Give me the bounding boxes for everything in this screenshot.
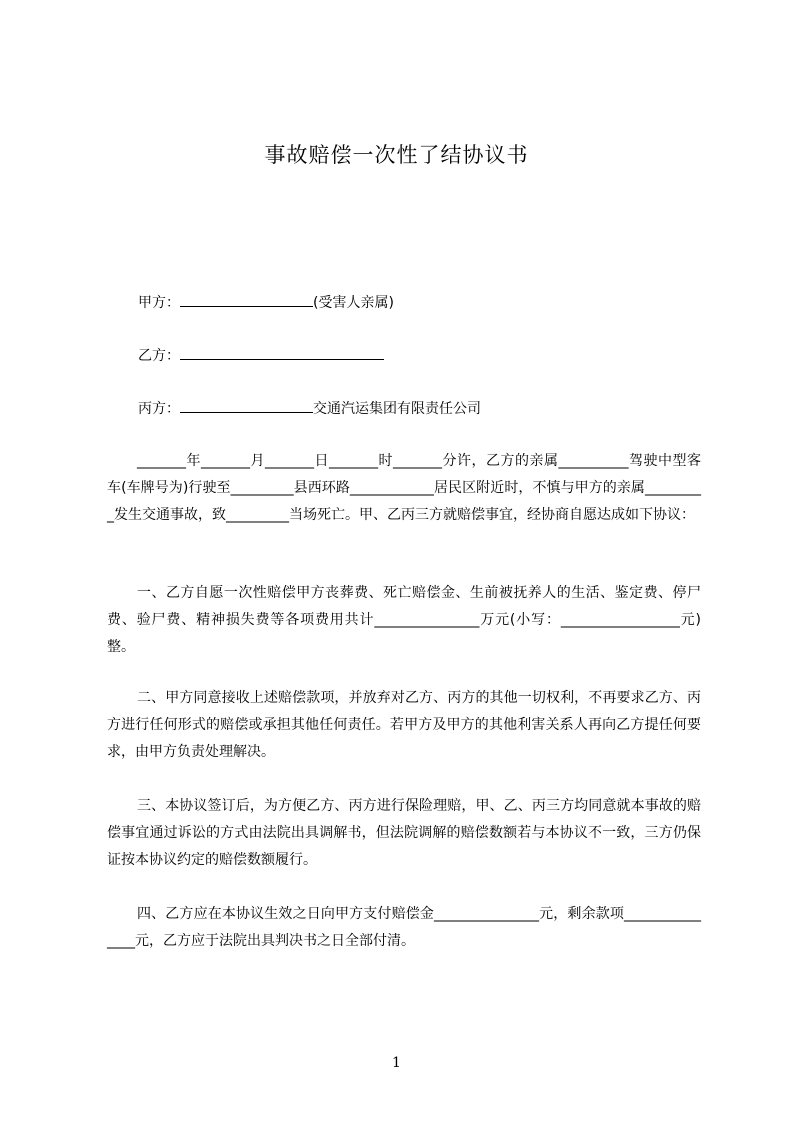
paragraph-clause-4: 四、乙方应在本协议生效之日向甲方支付赔偿金_______________元，剩余款项_______________元，乙方应于法院出具判决书之日全部付清。: [107, 906, 701, 949]
paragraph-clause-3: 三、本协议签订后，为方便乙方、丙方进行保险理赔，甲、乙、丙三方均同意就本事故的赔偿事宜通过诉讼的方式由法院出具调解书，但法院调解的赔偿数额若与本协议不一致，三方仍保证按本协议约定的赔偿数额履行。: [107, 798, 701, 868]
party-b-label: 乙方：: [138, 348, 180, 364]
party-b-line: [138, 345, 384, 366]
party-a-label: 甲方：: [138, 295, 180, 311]
party-c-blank: [180, 398, 313, 413]
party-a-note: (受害人亲属): [313, 295, 394, 311]
party-a-blank: [180, 292, 313, 307]
party-a-line: [138, 292, 394, 313]
party-c-line: [138, 398, 481, 419]
document-title: 事故赔偿一次性了结协议书: [264, 143, 529, 167]
paragraph-incident: _______年_______月_______日_______时_______分许，乙方的亲属__________驾驶中型客车(车牌号为)行驶至_________县西环路____________居民区附近时，不慎与甲方的亲属_________发生交通事故，致_________当场死亡。甲、乙丙三方就赔偿事宜，经协商自愿达成如下协议：: [107, 453, 701, 523]
party-c-label: 丙方：: [138, 401, 180, 417]
page-number: 1: [392, 1055, 401, 1071]
party-b-blank: [180, 345, 384, 360]
paragraph-clause-1: 一、乙方自愿一次性赔偿甲方丧葬费、死亡赔偿金、生前被抚养人的生活、鉴定费、停尸费、验尸费、精神损失费等各项费用共计_______________万元(小写：_________________元)整。: [107, 585, 701, 655]
party-c-company: 交通汽运集团有限责任公司: [313, 401, 481, 417]
paragraph-clause-2: 二、甲方同意接收上述赔偿款项，并放弃对乙方、丙方的其他一切权利，不再要求乙方、丙方进行任何形式的赔偿或承担其他任何责任。若甲方及甲方的其他利害关系人再向乙方提任何要求，由甲方负责处理解决。: [107, 690, 701, 760]
